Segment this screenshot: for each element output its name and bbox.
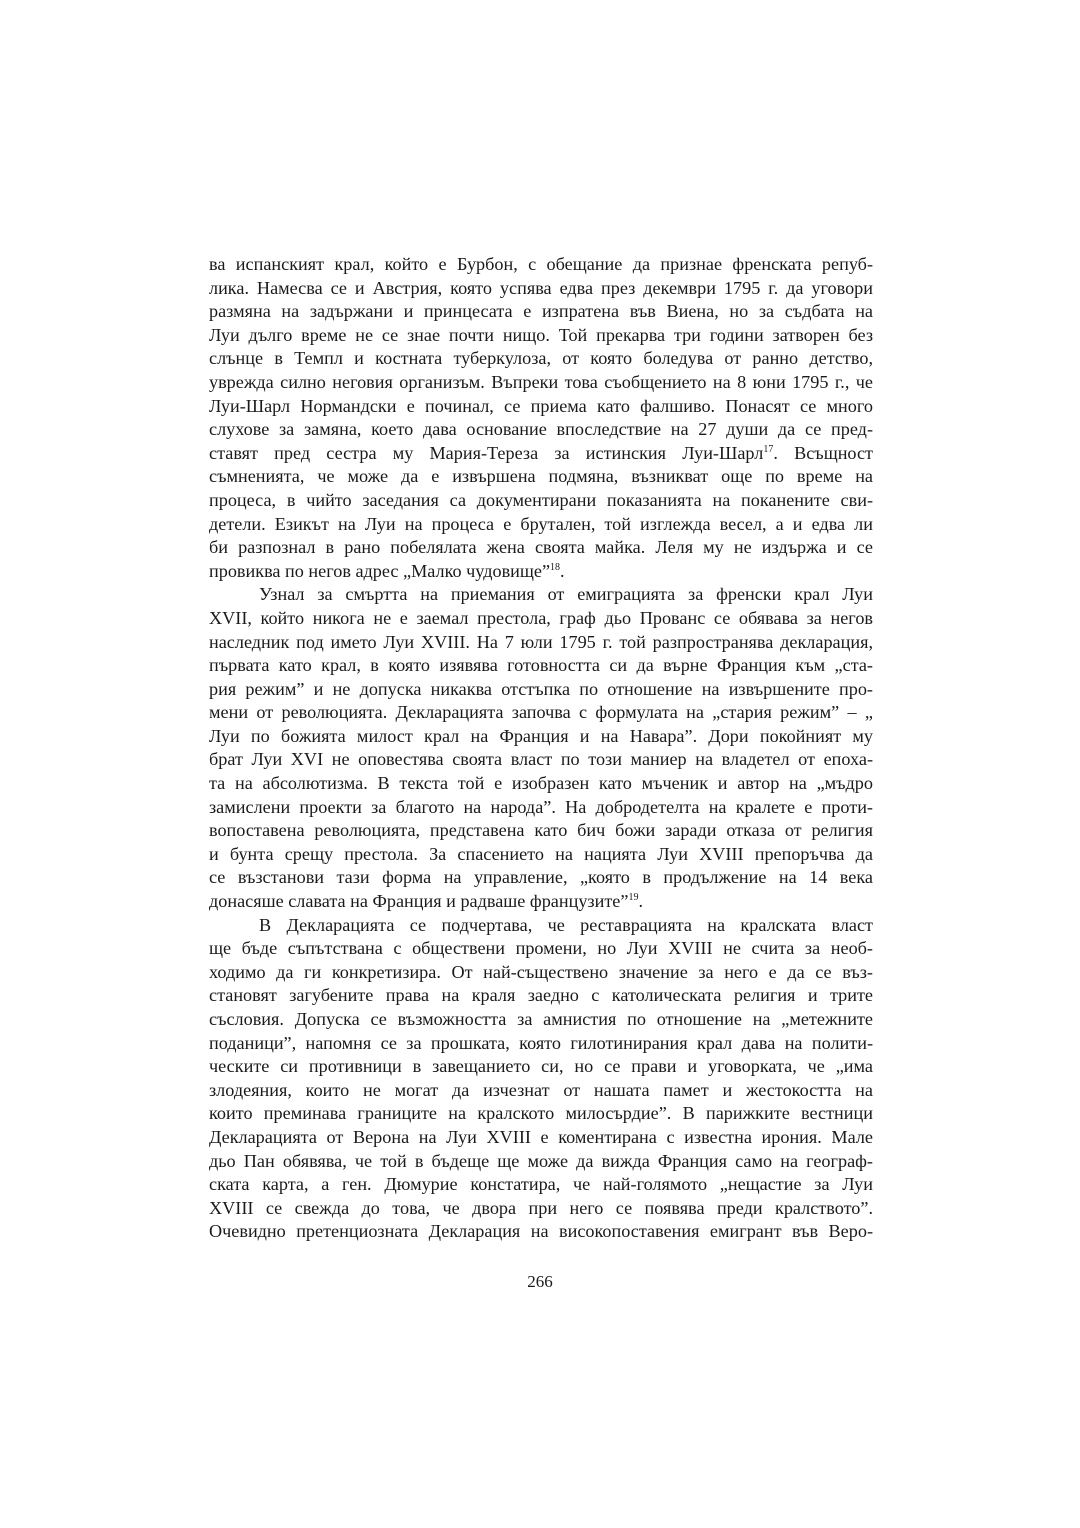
text-line [209, 890, 873, 914]
line-text: се възстанови тази форма на управление, „която в продължение на 14 века [209, 867, 873, 888]
line-text: ходимо да ги конкретизира. От най-съществено значение за него е да се въз- [209, 961, 873, 982]
text-line [209, 678, 873, 702]
text-line [209, 819, 873, 843]
line-text: вопоставена революцията, представена като бич божи заради отказа от религия [209, 820, 873, 841]
text-line [209, 1008, 873, 1032]
text-line [209, 914, 873, 938]
line-text: Узнал за смъртта на приемания от емиграцията за френски крал Луи [259, 584, 873, 605]
text-line [209, 536, 873, 560]
line-text: и бунта срещу престола. За спасението на нацията Луи XVIII препоръчва да [209, 843, 873, 864]
page-number: 266 [527, 1272, 553, 1291]
text-line [209, 371, 873, 395]
line-text: лика. Намесва се и Австрия, която успява едва през декември 1795 г. да уговори [209, 277, 873, 298]
line-text: детели. Езикът на Луи на процеса е брутален, той изглежда весел, а и едва ли [209, 513, 873, 534]
line-text: ва испанският крал, който е Бурбон, с обещание да признае френската репуб- [209, 254, 873, 274]
line-text: слухове за замяна, което дава основание впоследствие на 27 души да се пред- [209, 419, 873, 440]
text-line [209, 1102, 873, 1126]
line-text: провиква по негов адрес „Малко чудовище” [209, 560, 551, 581]
text-line [209, 1032, 873, 1056]
text-line [209, 631, 873, 655]
text-line [209, 1055, 873, 1079]
line-text: слънце в Темпл и костната туберкулоза, от която боледува от ранно детство, [209, 348, 873, 369]
text-line [209, 937, 873, 961]
text-line [209, 583, 873, 607]
line-text-after: . Всъщност [773, 442, 874, 463]
line-text: XVIII се свежда до това, че двора при него се появява преди кралството”. [209, 1197, 873, 1218]
line-text: ще бъде съпътствана с обществени промени, но Луи XVIII не счита за необ- [209, 938, 873, 959]
line-text: ската карта, а ген. Дюмурие констатира, че най-голямото „нещастие за Луи [209, 1174, 873, 1195]
text-line [209, 465, 873, 489]
text-line [209, 701, 873, 725]
text-line [209, 1220, 873, 1244]
text-line [209, 395, 873, 419]
line-text: становят загубените права на краля заедно с католическата религия и трите [209, 985, 873, 1006]
line-text-after: . [638, 891, 643, 912]
text-line [209, 1173, 873, 1197]
line-text: та на абсолютизма. В текста той е изобразен като мъченик и автор на „мъдро [209, 773, 873, 794]
text-line [209, 984, 873, 1008]
line-text: ческите си противници в завещанието си, но се прави и уговорката, че „има [209, 1056, 873, 1077]
text-line [209, 843, 873, 867]
line-text: би разпознал в рано побелялата жена своята майка. Леля му не издържа и се [209, 537, 873, 558]
line-text: Луи по божията милост крал на Франция и на Навара”. Дори покойният му [209, 725, 873, 746]
line-text: които преминава границите на кралското милосърдие”. В парижките вестници [209, 1103, 873, 1124]
line-text: В Декларацията се подчертава, че реставрацията на кралската власт [259, 914, 873, 935]
line-text: наследник под името Луи XVIII. На 7 юли 1795 г. той разпространява декларация, [209, 631, 873, 652]
footnote-marker[interactable]: 17 [763, 443, 774, 455]
line-text: съсловия. Допуска се възможността за амнистия по отношение на „метежните [209, 1009, 873, 1029]
line-text: уврежда силно неговия организъм. Въпреки това съобщението на 8 юни 1795 г., че [209, 371, 873, 392]
line-text: мени от революцията. Декларацията започва с формулата на „стария режим” – „ [209, 702, 873, 723]
footnote-marker[interactable]: 19 [628, 891, 639, 903]
text-line [209, 1197, 873, 1221]
line-text: ставят пред сестра му Мария-Тереза за истинския Луи-Шарл [209, 442, 764, 463]
line-text: поданици”, напомня се за прошката, която гилотинирания крал дава на полити- [209, 1032, 873, 1053]
footnote-marker[interactable]: 18 [550, 561, 561, 573]
paragraph [209, 583, 873, 913]
line-text: Очевидно претенциозната Декларация на високопоставения емигрант във Веро- [209, 1221, 873, 1242]
line-text: замислени проекти за благото на народа”. На добродетелта на кралете е проти- [209, 796, 873, 817]
line-text: рия режим” и не допуска никаква отстъпка по отношение на извършените про- [209, 678, 873, 699]
text-line [209, 442, 873, 466]
line-text: XVII, който никога не е заемал престола, граф дьо Прованс се обявава за негов [209, 607, 873, 628]
text-line [209, 796, 873, 820]
line-text: съмненията, че може да е извършена подмяна, възникват още по време на [209, 466, 873, 487]
line-text: Луи дълго време не се знае почти нищо. Той прекарва три години затворен без [209, 324, 873, 345]
text-line [209, 253, 873, 277]
text-line [209, 607, 873, 631]
line-text: размяна на задържани и принцесата е изпратена във Виена, но за съдбата на [209, 301, 873, 322]
text-line [209, 961, 873, 985]
text-line [209, 418, 873, 442]
text-line [209, 324, 873, 348]
body-text [209, 253, 873, 1244]
line-text: злодеяния, които не могат да изчезнат от нашата памет и жестокостта на [209, 1079, 873, 1100]
text-line [209, 654, 873, 678]
text-line [209, 560, 873, 584]
text-line [209, 277, 873, 301]
text-line [209, 1150, 873, 1174]
text-line [209, 748, 873, 772]
line-text: първата като крал, в която изявява готовността си да върне Франция към „ста- [209, 655, 873, 676]
text-line [209, 772, 873, 796]
paragraph [209, 253, 873, 583]
line-text: брат Луи XVI не оповестява своята власт по този маниер на владетел от епоха- [209, 749, 873, 770]
text-line [209, 1079, 873, 1103]
text-line [209, 725, 873, 749]
line-text: дьо Пан обявява, че той в бъдеще ще може да вижда Франция само на географ- [209, 1150, 873, 1171]
text-line [209, 513, 873, 537]
line-text: донасяше славата на Франция и радваше французите” [209, 891, 629, 912]
text-line [209, 300, 873, 324]
line-text: Декларацията от Верона на Луи XVIII е коментирана с известна ирония. Мале [209, 1126, 873, 1147]
text-line [209, 489, 873, 513]
text-line [209, 1126, 873, 1150]
line-text-after: . [560, 560, 565, 581]
paragraph [209, 914, 873, 1244]
text-line [209, 866, 873, 890]
line-text: процеса, в чийто заседания са документирани показанията на поканените сви- [209, 489, 873, 510]
line-text: Луи-Шарл Нормандски е починал, се приема като фалшиво. Понасят се много [209, 395, 873, 416]
text-line [209, 347, 873, 371]
